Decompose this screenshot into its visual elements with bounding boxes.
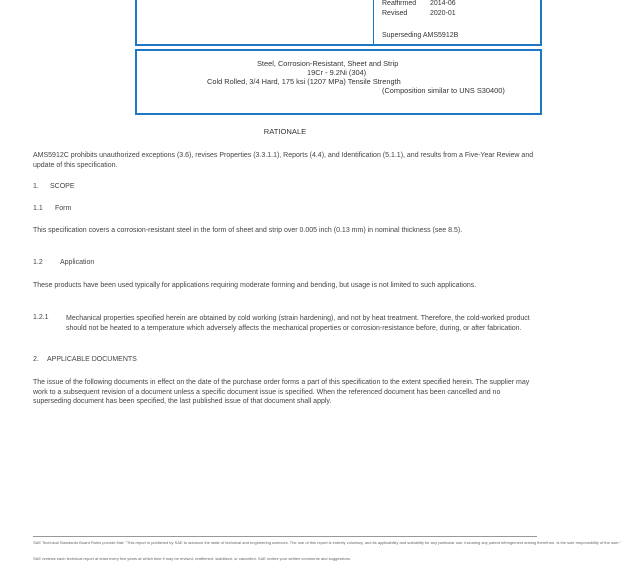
header-box [135, 0, 542, 46]
title-line-1: Steel, Corrosion-Resistant, Sheet and Strip [257, 59, 399, 68]
section-1-2-1-text: Mechanical properties specified herein are obtained by cold working (strain hardening), and not by heat treatment. Therefore, the cold-worked product should not be heated to a temperature which adversely affects the mechanical properties or corrosion-resistance before, during, or after fabrication. [66, 315, 530, 332]
section-1-1-text: This specification covers a corrosion-resistant steel in the form of sheet and strip over 0.005 inch (0.13 mm) in nominal thickness (see 8.5). [33, 227, 463, 234]
section-1-2-text: These products have been used typically for applications requiring moderate forming and bending, but usage is not limited to such applications. [33, 282, 477, 289]
superseding-note: Superseding AMS5912B [382, 32, 459, 39]
section-1-2-title: Application [60, 259, 95, 266]
section-2-text: The issue of the following documents in effect on the date of the purchase order forms a part of this specification to the extent specified herein. The supplier may work to a subsequent revision of a document unless a specific document issue is specified. When the referenced document has been cancelled and no superseding document has been specified, the last published issue of that document shall apply. [33, 379, 530, 405]
header-divider [373, 0, 374, 44]
reaffirmed-label: Reaffirmed [382, 0, 417, 7]
section-2-title: APPLICABLE DOCUMENTS [47, 356, 137, 363]
rationale-text: AMS5912C prohibits unauthorized exceptions (3.6), revises Properties (3.3.1.1), Reports (4.4), and Identification (5.1.1), and results from a Five-Year Review and update of this specification. [33, 152, 534, 169]
title-line-2: 19Cr - 9.2Ni (304) [307, 68, 367, 77]
section-1-2-1-number: 1.2.1 [33, 314, 49, 321]
section-2-number: 2. [33, 356, 39, 363]
section-1-2-number: 1.2 [33, 259, 43, 266]
section-1-title: SCOPE [50, 183, 75, 190]
section-1-number: 1. [33, 183, 39, 190]
reaffirmed-value: 2014-06 [430, 0, 456, 7]
title-line-3: Cold Rolled, 3/4 Hard, 175 ksi (1207 MPa) Tensile Strength [207, 77, 401, 86]
title-block [135, 49, 542, 115]
rationale-heading: RATIONALE [263, 127, 307, 136]
title-line-4: (Composition similar to UNS S30400) [382, 86, 505, 95]
revised-label: Revised [382, 10, 408, 17]
footer-line-1: SAE Technical Standards Board Rules provide that: "This report is published by SAE to advance the state of technical and engineering sciences. The use of this report is entirely voluntary, and its applicability and suitability for any particular use, including any patent infringement arising therefrom, is the sole responsibility of the user." [33, 540, 621, 545]
section-1-1-number: 1.1 [33, 205, 43, 212]
revised-row [382, 10, 456, 17]
revised-value: 2020-01 [430, 10, 456, 17]
footer-rule [33, 536, 537, 537]
section-1-1-title: Form [55, 205, 72, 212]
footer-line-2: SAE reviews each technical report at least every five years at which time it may be revised, reaffirmed, stabilized, or cancelled. SAE invites your written comments and suggestions. [33, 556, 352, 561]
reaffirmed-row [382, 0, 456, 7]
